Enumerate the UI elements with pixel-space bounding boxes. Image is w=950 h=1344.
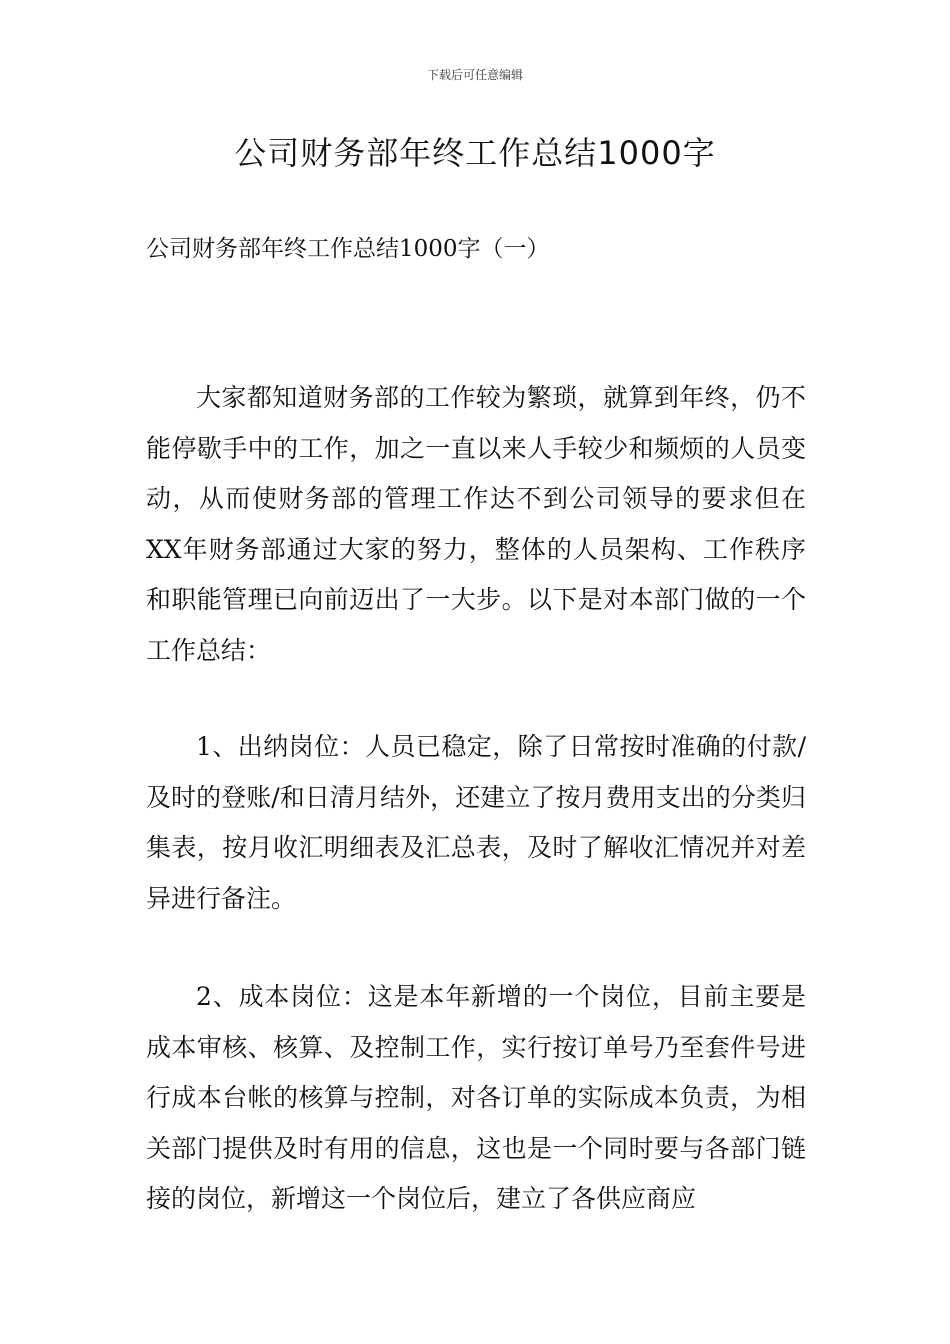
body-paragraph: 大家都知道财务部的工作较为繁琐，就算到年终，仍不能停歇手中的工作，加之一直以来人手较少和频烦的人员变动，从而使财务部的管理工作达不到公司领导的要求但在XX年财务部通过大家的努力，整体的人员架构、工作秩序和职能管理已向前迈出了一大步。以下是对本部门做的一个工作总结：: [146, 383, 806, 665]
body-paragraph: 1、出纳岗位：人员已稳定，除了日常按时准确的付款/及时的登账/和日清月结外，还建立了按月费用支出的分类归集表，按月收汇明细表及汇总表，及时了解收汇情况并对差异进行备注。: [146, 732, 806, 913]
header-note: 下载后可任意编辑: [426, 68, 523, 82]
body-paragraph: 2、成本岗位：这是本年新增的一个岗位，目前主要是成本审核、核算、及控制工作，实行按订单号乃至套件号进行成本台帐的核算与控制，对各订单的实际成本负责，为相关部门提供及时有用的信息，这也是一个同时要与各部门链接的岗位，新增这一个岗位后，建立了各供应商应: [146, 982, 806, 1213]
document-title: 公司财务部年终工作总结1000字: [234, 134, 716, 172]
document-subtitle: 公司财务部年终工作总结1000字（一）: [146, 236, 550, 262]
